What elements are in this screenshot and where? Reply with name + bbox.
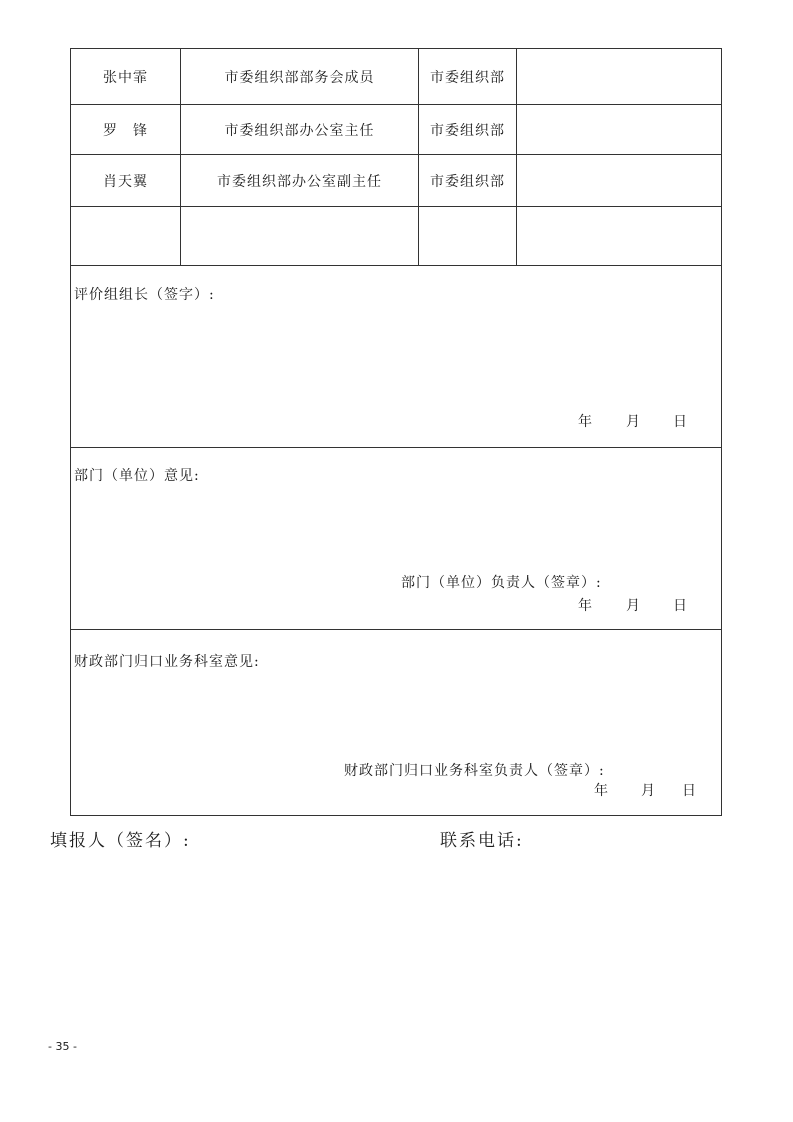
leader-date — [71, 411, 721, 431]
month-label: 月 — [626, 598, 640, 614]
table-row — [71, 207, 721, 266]
member-unit: 市委组织部 — [419, 49, 517, 104]
finance-opinion-section — [71, 630, 721, 816]
finance-opinion-label: 财政部门归口业务科室意见: — [74, 654, 260, 670]
year-label: 年 — [578, 414, 592, 430]
day-label: 日 — [682, 783, 696, 799]
member-name — [71, 207, 181, 265]
member-remark — [517, 105, 721, 154]
table-row — [71, 49, 721, 105]
month-label: 月 — [641, 783, 655, 799]
leader-signature-section — [71, 266, 721, 448]
member-position: 市委组织部部务会成员 — [181, 49, 419, 104]
day-label: 日 — [673, 414, 687, 430]
member-unit — [419, 207, 517, 265]
member-remark — [517, 49, 721, 104]
table-row — [71, 105, 721, 155]
member-position: 市委组织部办公室副主任 — [181, 155, 419, 206]
dept-signature-label: 部门（单位）负责人（签章）: — [401, 575, 602, 591]
year-label: 年 — [594, 783, 608, 799]
evaluation-form-table — [70, 48, 722, 816]
finance-signature-label: 财政部门归口业务科室负责人（签章）: — [344, 763, 605, 779]
page-number: - 35 - — [48, 1040, 77, 1053]
member-name: 张中霏 — [71, 49, 181, 104]
contact-phone-label: 联系电话: — [440, 831, 524, 851]
filler-signature-label: 填报人（签名）: — [50, 831, 191, 851]
leader-signature-label: 评价组组长（签字）: — [74, 287, 215, 303]
dept-opinion-label: 部门（单位）意见: — [74, 468, 200, 484]
year-label: 年 — [578, 598, 592, 614]
month-label: 月 — [626, 414, 640, 430]
table-row — [71, 155, 721, 207]
member-remark — [517, 155, 721, 206]
dept-date — [71, 595, 721, 615]
member-position: 市委组织部办公室主任 — [181, 105, 419, 154]
member-unit: 市委组织部 — [419, 105, 517, 154]
member-name: 肖天翼 — [71, 155, 181, 206]
member-remark — [517, 207, 721, 265]
day-label: 日 — [673, 598, 687, 614]
member-position — [181, 207, 419, 265]
member-name: 罗 锋 — [71, 105, 181, 154]
finance-date — [71, 780, 721, 800]
dept-opinion-section — [71, 448, 721, 630]
member-unit: 市委组织部 — [419, 155, 517, 206]
